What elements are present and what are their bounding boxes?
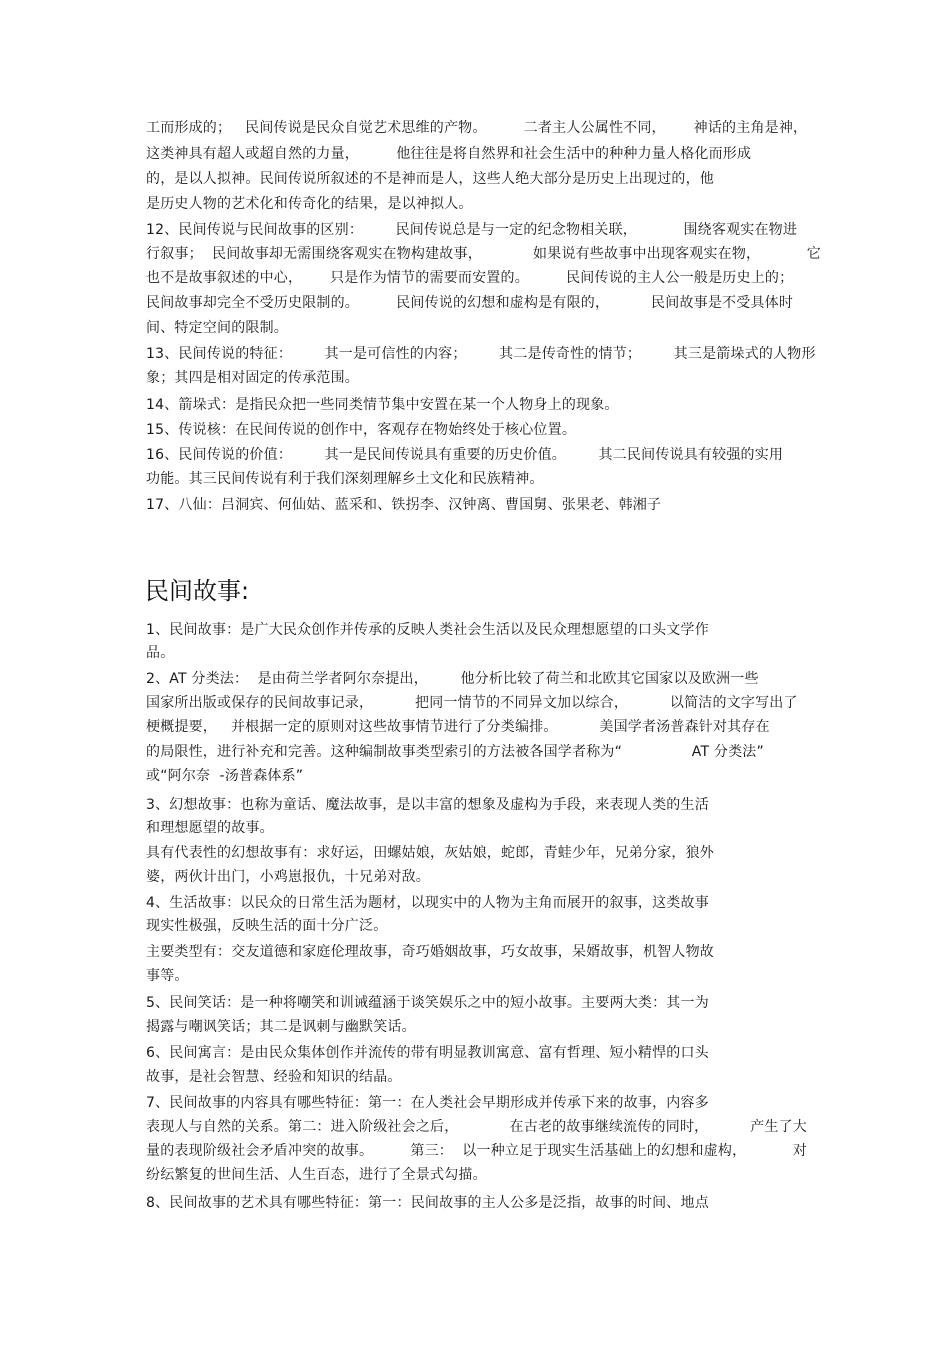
text-line: 婆，两伙计出门，小鸡崽报仇，十兄弟对敌。 [146, 869, 430, 885]
text-line: 2、AT 分类法： 是由荷兰学者阿尔奈提出， 他分析比较了荷兰和北欧其它国家以及欧洲一些 [146, 671, 759, 687]
text-line: 品。 [146, 645, 175, 661]
text-line: 17、八仙：吕洞宾、何仙姑、蓝采和、铁拐李、汉钟离、曹国舅、张果老、韩湘子 [146, 497, 662, 513]
text-line: 14、箭垛式：是指民众把一些同类情节集中安置在某一个人物身上的现象。 [146, 397, 619, 413]
text-line: 是历史人物的艺术化和传奇化的结果，是以神拟人。 [146, 196, 473, 212]
text-line: 功能。其三民间传说有利于我们深刻理解乡土文化和民族精神。 [146, 471, 544, 487]
text-line: 3、幻想故事：也称为童话、魔法故事，是以丰富的想象及虚构为手段，来表现人类的生活 [146, 797, 709, 813]
text-line: 和理想愿望的故事。 [146, 820, 274, 836]
text-line: 事等。 [146, 968, 189, 984]
text-line: 量的表现阶级社会矛盾冲突的故事。 第三： 以一种立足于现实生活基础上的幻想和虚构， 对 [146, 1143, 808, 1159]
text-line: 15、传说核：在民间传说的创作中，客观存在物始终处于核心位置。 [146, 422, 577, 438]
text-line: 纷纭繁复的世间生活、人生百态，进行了全景式勾描。 [146, 1167, 487, 1183]
text-line: 行叙事； 民间故事却无需围绕客观实在物构建故事， 如果说有些故事中出现客观实在物， 它 [146, 246, 821, 262]
text-line: 6、民间寓言：是由民众集体创作并流传的带有明显教训寓意、富有哲理、短小精悍的口头 [146, 1045, 709, 1061]
text-line: 12、民间传说与民间故事的区别： 民间传说总是与一定的纪念物相关联， 围绕客观实在物进 [146, 222, 798, 238]
text-line: 4、生活故事：以民众的日常生活为题材，以现实中的人物为主角而展开的叙事，这类故事 [146, 895, 709, 911]
text-line: 或“阿尔奈 -汤普森体系” [146, 768, 304, 784]
text-line: 5、民间笑话：是一种将嘲笑和训诫蕴涵于谈笑娱乐之中的短小故事。主要两大类：其一为 [146, 995, 709, 1011]
text-line: 民间故事却完全不受历史限制的。 民间传说的幻想和虚构是有限的， 民间故事是不受具体时 [146, 295, 794, 311]
text-line: 揭露与嘲讽笑话；其二是讽刺与幽默笑话。 [146, 1019, 416, 1035]
text-line: 主要类型有：交友道德和家庭伦理故事，奇巧婚姻故事，巧女故事，呆婿故事，机智人物故 [146, 944, 714, 960]
text-line: 现实性极强，反映生活的面十分广泛。 [146, 918, 388, 934]
text-line: 8、民间故事的艺术具有哪些特征：第一：民间故事的主人公多是泛指，故事的时间、地点 [146, 1195, 709, 1211]
section-heading: 民间故事: [145, 577, 250, 605]
text-line: 也不是故事叙述的中心， 只是作为情节的需要而安置的。 民间传说的主人公一般是历史上的； [146, 270, 794, 286]
text-line: 1、民间故事：是广大民众创作并传承的反映人类社会生活以及民众理想愿望的口头文学作 [146, 622, 709, 638]
text-line: 7、民间故事的内容具有哪些特征：第一：在人类社会早期形成并传承下来的故事，内容多 [146, 1095, 709, 1111]
text-line: 的局限性，进行补充和完善。这种编制故事类型索引的方法被各国学者称为“ AT 分类法” [146, 744, 764, 760]
text-line: 工而形成的； 民间传说是民众自觉艺术思维的产物。 二者主人公属性不同， 神话的主角是神， [146, 120, 808, 136]
text-line: 象；其四是相对固定的传承范围。 [146, 370, 359, 386]
text-line: 这类神具有超人或超自然的力量， 他往往是将自然界和社会生活中的种种力量人格化而形成 [146, 146, 752, 162]
text-line: 表现人与自然的关系。第二：进入阶级社会之后， 在古老的故事继续流传的同时， 产生了大 [146, 1119, 808, 1135]
text-line: 13、民间传说的特征： 其一是可信性的内容； 其二是传奇性的情节； 其三是箭垛式的人物形 [146, 346, 816, 362]
text-line: 16、民间传说的价值： 其一是民间传说具有重要的历史价值。 其二民间传说具有较强的实用 [146, 447, 784, 463]
text-line: 梗概提要， 并根据一定的原则对这些故事情节进行了分类编排。 美国学者汤普森针对其存在 [146, 719, 770, 735]
text-line: 具有代表性的幻想故事有：求好运，田螺姑娘，灰姑娘，蛇郎，青蛙少年，兄弟分家，狼外 [146, 845, 714, 861]
text-line: 间、特定空间的限制。 [146, 320, 288, 336]
text-line: 的，是以人拟神。民间传说所叙述的不是神而是人，这些人绝大部分是历史上出现过的，他 [146, 171, 714, 187]
text-line: 国家所出版或保存的民间故事记录， 把同一情节的不同异文加以综合， 以简洁的文字写出了 [146, 695, 798, 711]
text-line: 故事，是社会智慧、经验和知识的结晶。 [146, 1069, 402, 1085]
